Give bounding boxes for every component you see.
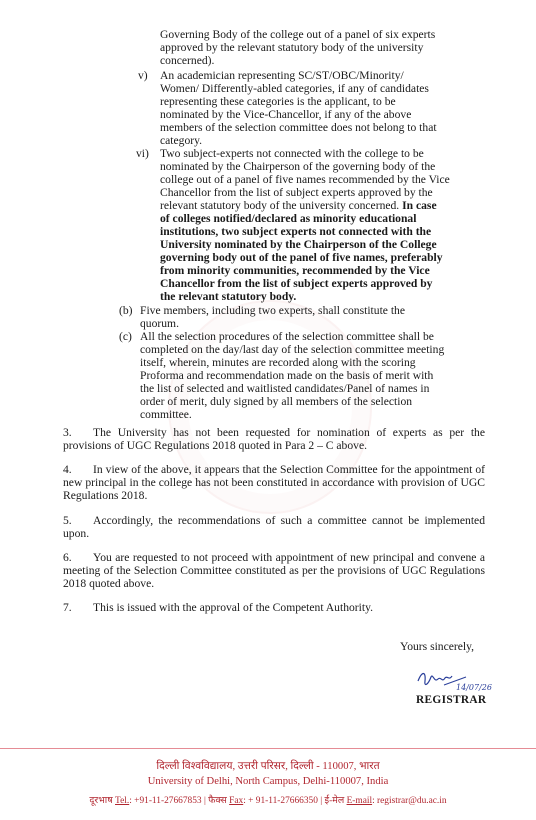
item-vi-line: college out of a panel of five names recommended by the Vice — [160, 173, 450, 186]
item-v-line: category. — [160, 134, 203, 147]
paragraph-6 — [63, 551, 485, 590]
footer-divider — [0, 748, 536, 749]
paragraph-text: Accordingly, the recommendations of such a committee cannot be implemented upon. — [63, 514, 485, 541]
item-c-marker: (c) — [119, 330, 132, 343]
footer-hindi-address: दिल्ली विश्वविद्यालय, उत्तरी परिसर, दिल्ली - 110007, भारत — [156, 761, 380, 772]
item-vi-mixed-line — [160, 199, 482, 212]
item-vi-bold-line: Chancellor from the list of subject experts approved by — [160, 277, 433, 290]
item-vi-bold-line: from minority communities, recommended by the Vice — [160, 264, 430, 277]
fax-number: : + 91-11-27666350 — [243, 796, 318, 806]
signature-date: 14/07/26 — [456, 683, 492, 692]
item-vi-bold-line: University nominated by the Chairperson of the College — [160, 238, 437, 251]
tel-label: Tel. — [115, 796, 130, 806]
item-vi-bold-line: of colleges notified/declared as minority educational — [160, 212, 417, 225]
item-c-line: the list of selected and waitlisted candidates/Panel of names in — [140, 382, 430, 395]
handwritten-signature — [414, 665, 492, 693]
paragraph-text: This is issued with the approval of the Competent Authority. — [93, 601, 374, 614]
item-c-line: completed on the day/last day of the selection committee meeting — [140, 343, 445, 356]
footer-contact-line: दूरभाष Tel.: +91-11-27667853 | फैक्स Fax: + 91-11-27666350 | ई-मेल E-mail: registrar@du.ac.in — [89, 796, 447, 806]
list-intro-line: approved by the relevant statutory body of the university — [160, 41, 424, 54]
item-c-line: All the selection procedures of the selection committee shall be — [140, 330, 434, 343]
list-intro-line: concerned). — [160, 54, 215, 67]
item-c-line: order of merit, duly signed by all members of the selection — [140, 395, 413, 408]
paragraph-7 — [63, 601, 485, 614]
paragraph-3 — [63, 426, 485, 452]
item-v-line: An academician representing SC/ST/OBC/Minority/ — [160, 69, 404, 82]
item-v-line: members of the selection committee does not belong to that — [160, 121, 437, 134]
signatory-title: REGISTRAR — [416, 694, 487, 706]
item-vi-bold-line: the relevant statutory body. — [160, 290, 297, 303]
item-vi-line: Chancellor from the list of subject experts approved by the — [160, 186, 433, 199]
item-b-marker: (b) — [119, 304, 133, 317]
item-c-line: committee. — [140, 408, 192, 421]
tel-number: : +91-11-27667853 — [129, 796, 202, 806]
item-vi-bold-line: governing body out of the panel of five names, preferably — [160, 251, 443, 264]
item-vi-bold-line: institutions, two subject experts not connected with the — [160, 225, 432, 238]
item-c-line: Proforma and recommendation made on the basis of merit with — [140, 369, 434, 382]
email-link[interactable]: E-mail — [346, 796, 373, 806]
paragraph-text: In view of the above, it appears that the Selection Committee for the appointment of new principal in the college has not been constituted in accordance with provision of UGC Regulations 2018. — [63, 463, 485, 503]
item-v-line: representing these categories is the applicant, to be — [160, 95, 396, 108]
item-vi-normal-text: relevant statutory body of the university concerned. — [160, 199, 400, 212]
tel-hindi-label: दूरभाष — [89, 796, 113, 806]
item-c-line: itself, wherein, minutes are recorded along with the scoring — [140, 356, 416, 369]
item-vi-bold-text: In case — [402, 199, 437, 212]
paragraph-5 — [63, 514, 485, 540]
item-vi-line: nominated by the Chairperson of the governing body of the — [160, 160, 436, 173]
closing-salutation: Yours sincerely, — [400, 640, 475, 653]
email-address: : registrar@du.ac.in — [372, 796, 447, 806]
footer-english-address: University of Delhi, North Campus, Delhi-110007, India — [147, 776, 389, 787]
paragraph-number: 4. — [63, 463, 72, 476]
item-vi-line: Two subject-experts not connected with the college to be — [160, 147, 424, 160]
paragraph-number: 7. — [63, 601, 72, 614]
item-b-line: Five members, including two experts, shall constitute the — [140, 304, 405, 317]
email-hindi-label: ई-मेल — [324, 796, 345, 806]
paragraph-number: 5. — [63, 514, 72, 527]
item-v-marker: v) — [138, 69, 148, 82]
list-intro-line: Governing Body of the college out of a panel of six experts — [160, 28, 436, 41]
paragraph-text: You are requested to not proceed with appointment of new principal and convene a meeting of the Selection Committee constituted as per the provisions of UGC Regulations 2018 quoted above. — [63, 551, 485, 591]
fax-hindi-label: फैक्स — [208, 796, 227, 806]
item-vi-marker: vi) — [136, 147, 149, 160]
item-v-line: Women/ Differently-abled categories, if any of candidates — [160, 82, 429, 95]
item-b-line: quorum. — [140, 317, 179, 330]
paragraph-number: 6. — [63, 551, 72, 564]
paragraph-text: The University has not been requested for nomination of experts as per the provisions of UGC Regulations 2018 quoted in Para 2 – C above. — [63, 426, 485, 453]
item-v-line: nominated by the Vice-Chancellor, if any of the above — [160, 108, 412, 121]
paragraph-4 — [63, 463, 485, 502]
paragraph-number: 3. — [63, 426, 72, 439]
fax-label: Fax — [229, 796, 244, 806]
